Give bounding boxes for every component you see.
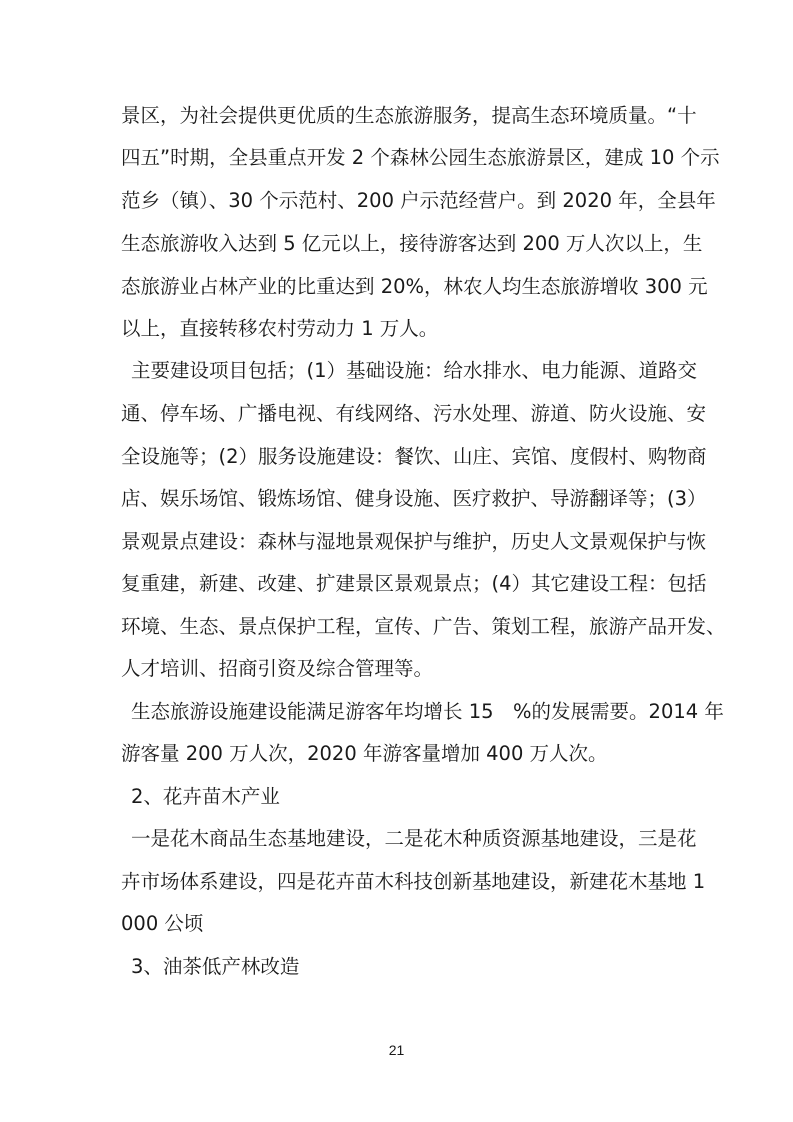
text-line: 通、停车场、广播电视、有线网络、污水处理、游道、防火设施、安 bbox=[121, 402, 707, 425]
text-line: 人才培训、招商引资及综合管理等。 bbox=[121, 657, 434, 680]
page-number: 21 bbox=[388, 1042, 405, 1058]
text-line: 四五”时期，全县重点开发 2 个森林公园生态旅游景区，建成 10 个示 bbox=[121, 146, 720, 169]
text-line: 以上，直接转移农村劳动力 1 万人。 bbox=[121, 317, 439, 340]
section-heading: 3、油茶低产林改造 bbox=[131, 955, 300, 978]
text-line: 一是花木商品生态基地建设，二是花木种质资源基地建设，三是花 bbox=[131, 827, 697, 850]
section-heading: 2、花卉苗木产业 bbox=[131, 785, 280, 808]
text-line: 态旅游业占林产业的比重达到 20%，林农人均生态旅游增收 300 元 bbox=[121, 275, 708, 298]
text-line: 主要建设项目包括；(1）基础设施：给水排水、电力能源、道路交 bbox=[131, 359, 698, 382]
text-line: 范乡（镇）、30 个示范村、200 户示范经营户。到 2020 年，全县年 bbox=[121, 189, 716, 212]
text-line: 全设施等；(2）服务设施建设：餐饮、山庄、宾馆、度假村、购物商 bbox=[121, 445, 707, 468]
text-line: 生态旅游设施建设能满足游客年均增长 15 %的发展需要。2014 年 bbox=[131, 700, 724, 723]
text-line: 景区，为社会提供更优质的生态旅游服务，提高生态环境质量。“十 bbox=[121, 104, 697, 127]
text-line: 景观景点建设：森林与湿地景观保护与维护，历史人文景观保护与恢 bbox=[121, 530, 707, 553]
text-line: 000 公顷 bbox=[121, 912, 204, 935]
text-line: 环境、生态、景点保护工程，宣传、广告、策划工程，旅游产品开发、 bbox=[121, 615, 726, 638]
text-line: 复重建，新建、改建、扩建景区景观景点；(4）其它建设工程：包括 bbox=[121, 572, 707, 595]
text-line: 生态旅游收入达到 5 亿元以上，接待游客达到 200 万人次以上，生 bbox=[121, 232, 703, 255]
text-line: 卉市场体系建设，四是花卉苗木科技创新基地建设，新建花木基地 1 bbox=[121, 870, 706, 893]
text-line: 游客量 200 万人次，2020 年游客量增加 400 万人次。 bbox=[121, 742, 608, 765]
text-line: 店、娱乐场馆、锻炼场馆、健身设施、医疗救护、导游翻译等；(3） bbox=[121, 487, 707, 510]
